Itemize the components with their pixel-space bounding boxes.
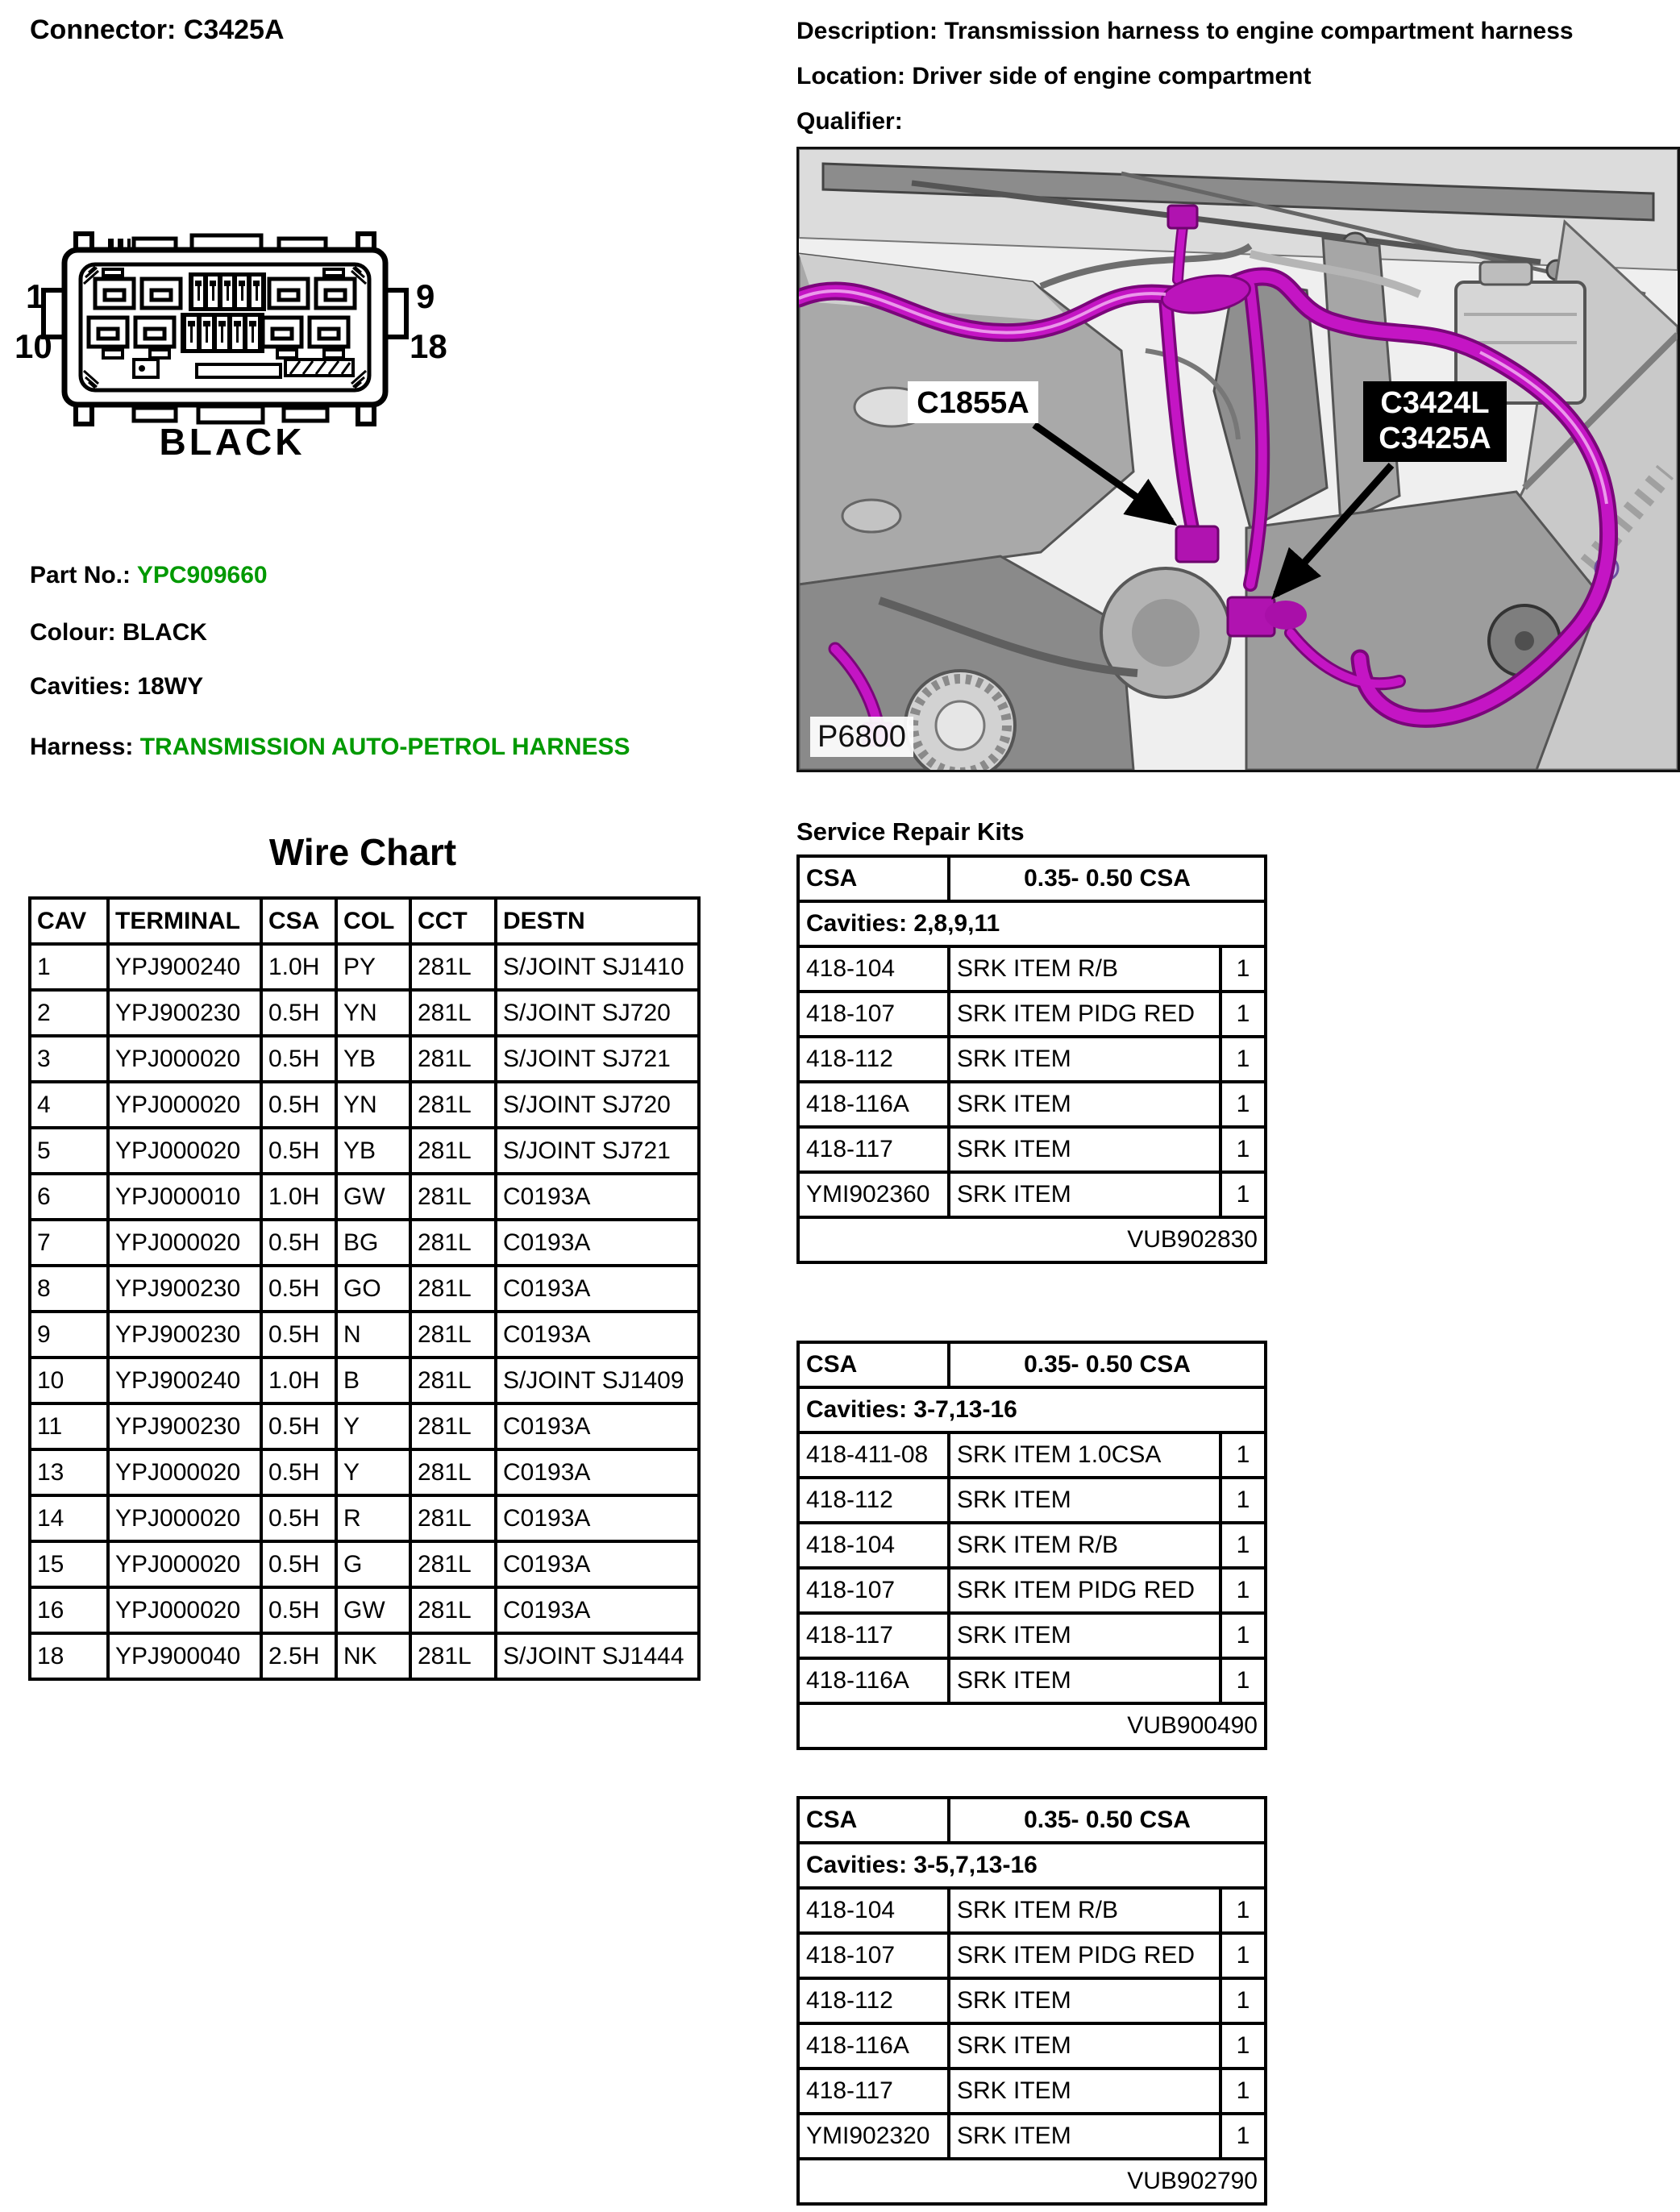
wire-row: [30, 1220, 699, 1266]
item-description-cell: SRK ITEM: [949, 1172, 1220, 1217]
item-description-cell: SRK ITEM PIDG RED: [949, 1933, 1220, 1978]
p6800-label: P6800: [817, 720, 906, 754]
wire-cell-col: G: [336, 1541, 410, 1587]
wire-cell-cct: 281L: [410, 1036, 496, 1082]
wire-cell-cav: 9: [30, 1312, 108, 1358]
srk-item-row: [798, 1933, 1266, 1978]
location-photo: [796, 147, 1680, 772]
srk-kit-number-row: [798, 2159, 1266, 2204]
wire-col-destn: DESTN: [496, 898, 699, 944]
wire-cell-csa: 0.5H: [261, 1449, 336, 1495]
srk-item-row: [798, 2114, 1266, 2159]
wire-cell-destn: C0193A: [496, 1312, 699, 1358]
wire-cell-cct: 281L: [410, 1220, 496, 1266]
cavities-value: 18WY: [137, 673, 204, 700]
wire-cell-terminal: YPJ000020: [108, 1587, 261, 1633]
part-no-value: YPC909660: [136, 562, 268, 588]
wire-cell-cct: 281L: [410, 1495, 496, 1541]
wire-cell-col: YN: [336, 1082, 410, 1128]
cavities-cell: Cavities: 2,8,9,11: [798, 901, 1266, 946]
srk-item-row: [798, 992, 1266, 1037]
srk-kit-number-row: [798, 1217, 1266, 1262]
wire-cell-terminal: YPJ900240: [108, 944, 261, 990]
wire-cell-csa: 1.0H: [261, 1358, 336, 1403]
wire-cell-cav: 18: [30, 1633, 108, 1679]
item-description-cell: SRK ITEM: [949, 1478, 1220, 1523]
srk-header-row: [798, 1798, 1266, 1843]
c3424l-label: C3424L: [1380, 386, 1490, 420]
wire-cell-cav: 15: [30, 1541, 108, 1587]
quantity-cell: 1: [1220, 1613, 1266, 1658]
part-number-cell: 418-117: [798, 1127, 949, 1172]
wire-row: [30, 1174, 699, 1220]
harness-value: TRANSMISSION AUTO-PETROL HARNESS: [139, 734, 630, 760]
srk-table-2: [796, 1341, 1267, 1750]
wire-cell-cct: 281L: [410, 1082, 496, 1128]
wire-cell-col: R: [336, 1495, 410, 1541]
csa-range-cell: 0.35- 0.50 CSA: [949, 1798, 1266, 1843]
wire-cell-cav: 8: [30, 1266, 108, 1312]
wire-cell-cav: 11: [30, 1403, 108, 1449]
pin-number-18: 18: [410, 327, 447, 365]
srk-item-row: [798, 1172, 1266, 1217]
wire-row: [30, 1587, 699, 1633]
wire-cell-terminal: YPJ000020: [108, 1220, 261, 1266]
srk-item-row: [798, 1523, 1266, 1568]
wire-cell-destn: S/JOINT SJ720: [496, 1082, 699, 1128]
pin-number-10: 10: [15, 327, 52, 365]
srk-item-row: [798, 1888, 1266, 1933]
harness-line: [30, 734, 630, 761]
srk-item-row: [798, 1478, 1266, 1523]
wire-cell-destn: S/JOINT SJ720: [496, 990, 699, 1036]
srk-table-3: [796, 1796, 1267, 2206]
wire-chart-table: [28, 896, 701, 1681]
part-number-cell: 418-107: [798, 992, 949, 1037]
wire-cell-cct: 281L: [410, 1541, 496, 1587]
engine-photo-scene: [799, 149, 1678, 770]
quantity-cell: 1: [1220, 1523, 1266, 1568]
wire-cell-col: N: [336, 1312, 410, 1358]
csa-label-cell: CSA: [798, 1798, 949, 1843]
srk-cavities-row: [798, 901, 1266, 946]
wire-cell-destn: C0193A: [496, 1541, 699, 1587]
wire-cell-destn: C0193A: [496, 1266, 699, 1312]
part-number-cell: 418-411-08: [798, 1432, 949, 1478]
wire-cell-destn: S/JOINT SJ1410: [496, 944, 699, 990]
kit-number-cell: VUB902790: [798, 2159, 1266, 2204]
wire-row: [30, 1403, 699, 1449]
part-no-label: Part No.:: [30, 562, 137, 588]
wire-cell-csa: 0.5H: [261, 1587, 336, 1633]
srk-table-1: [796, 854, 1267, 1264]
part-no-line: [30, 562, 268, 589]
srk-header-row: [798, 856, 1266, 901]
part-number-cell: 418-112: [798, 1478, 949, 1523]
wire-cell-destn: S/JOINT SJ1409: [496, 1358, 699, 1403]
wire-cell-cav: 5: [30, 1128, 108, 1174]
wire-cell-terminal: YPJ000020: [108, 1541, 261, 1587]
wire-row: [30, 1266, 699, 1312]
cavities-cell: Cavities: 3-7,13-16: [798, 1387, 1266, 1432]
srk-item-row: [798, 1037, 1266, 1082]
colour-label: Colour:: [30, 619, 123, 646]
wire-row: [30, 1495, 699, 1541]
part-number-cell: 418-112: [798, 1037, 949, 1082]
wire-row: [30, 1082, 699, 1128]
quantity-cell: 1: [1220, 1568, 1266, 1613]
quantity-cell: 1: [1220, 1172, 1266, 1217]
wire-cell-destn: C0193A: [496, 1403, 699, 1449]
wire-cell-col: GW: [336, 1587, 410, 1633]
wire-cell-destn: S/JOINT SJ1444: [496, 1633, 699, 1679]
wire-row: [30, 1036, 699, 1082]
wire-cell-terminal: YPJ900230: [108, 990, 261, 1036]
part-number-cell: 418-116A: [798, 1658, 949, 1703]
quantity-cell: 1: [1220, 1037, 1266, 1082]
item-description-cell: SRK ITEM: [949, 2069, 1220, 2114]
wire-cell-csa: 0.5H: [261, 1266, 336, 1312]
item-description-cell: SRK ITEM: [949, 1978, 1220, 2023]
item-description-cell: SRK ITEM: [949, 1658, 1220, 1703]
csa-range-cell: 0.35- 0.50 CSA: [949, 1342, 1266, 1387]
wire-chart-title: Wire Chart: [268, 831, 457, 873]
part-number-cell: 418-104: [798, 946, 949, 992]
colour-value: BLACK: [122, 619, 207, 646]
item-description-cell: SRK ITEM: [949, 1127, 1220, 1172]
wire-cell-csa: 0.5H: [261, 1220, 336, 1266]
service-repair-kits-heading: Service Repair Kits: [796, 817, 1025, 846]
srk-item-row: [798, 1978, 1266, 2023]
location-line: Location: Driver side of engine compartment: [796, 63, 1312, 89]
wire-cell-destn: C0193A: [496, 1495, 699, 1541]
wire-row: [30, 1128, 699, 1174]
wire-col-cct: CCT: [410, 898, 496, 944]
srk-item-row: [798, 1082, 1266, 1127]
wire-cell-cav: 2: [30, 990, 108, 1036]
wire-cell-cct: 281L: [410, 1403, 496, 1449]
colour-line: [30, 619, 207, 647]
wire-cell-col: NK: [336, 1633, 410, 1679]
wire-cell-cct: 281L: [410, 1587, 496, 1633]
part-number-cell: 418-104: [798, 1523, 949, 1568]
part-number-cell: 418-117: [798, 2069, 949, 2114]
quantity-cell: 1: [1220, 992, 1266, 1037]
item-description-cell: SRK ITEM: [949, 1037, 1220, 1082]
item-description-cell: SRK ITEM PIDG RED: [949, 1568, 1220, 1613]
wire-row: [30, 1633, 699, 1679]
wire-cell-cct: 281L: [410, 1128, 496, 1174]
wire-cell-destn: C0193A: [496, 1220, 699, 1266]
srk-item-row: [798, 1432, 1266, 1478]
item-description-cell: SRK ITEM: [949, 2023, 1220, 2069]
wire-row: [30, 944, 699, 990]
quantity-cell: 1: [1220, 1978, 1266, 2023]
wire-cell-col: GW: [336, 1174, 410, 1220]
quantity-cell: 1: [1220, 2114, 1266, 2159]
item-description-cell: SRK ITEM R/B: [949, 946, 1220, 992]
qualifier-line: Qualifier:: [796, 108, 903, 135]
wire-cell-cav: 14: [30, 1495, 108, 1541]
c3425a-label: C3425A: [1379, 422, 1491, 455]
wire-cell-cav: 7: [30, 1220, 108, 1266]
wire-col-terminal: TERMINAL: [108, 898, 261, 944]
srk-header-row: [798, 1342, 1266, 1387]
part-number-cell: 418-117: [798, 1613, 949, 1658]
c1855a-label: C1855A: [917, 386, 1029, 420]
wire-cell-cct: 281L: [410, 1449, 496, 1495]
cavities-label: Cavities:: [30, 673, 138, 700]
wire-cell-terminal: YPJ000020: [108, 1128, 261, 1174]
kit-number-cell: VUB900490: [798, 1703, 1266, 1748]
wire-cell-destn: C0193A: [496, 1587, 699, 1633]
part-number-cell: YMI902320: [798, 2114, 949, 2159]
wire-row: [30, 1358, 699, 1403]
connector-c1855a-shape: [1176, 526, 1218, 562]
wire-cell-destn: C0193A: [496, 1449, 699, 1495]
wire-cell-cct: 281L: [410, 1174, 496, 1220]
wire-cell-csa: 0.5H: [261, 1082, 336, 1128]
srk-kit-number-row: [798, 1703, 1266, 1748]
wire-cell-col: Y: [336, 1403, 410, 1449]
wire-cell-cav: 4: [30, 1082, 108, 1128]
wire-cell-csa: 1.0H: [261, 944, 336, 990]
wire-cell-csa: 0.5H: [261, 990, 336, 1036]
wire-cell-csa: 0.5H: [261, 1403, 336, 1449]
wire-col-col: COL: [336, 898, 410, 944]
wire-row: [30, 1541, 699, 1587]
wire-cell-terminal: YPJ000020: [108, 1495, 261, 1541]
wire-cell-terminal: YPJ000020: [108, 1082, 261, 1128]
wire-cell-cct: 281L: [410, 1312, 496, 1358]
srk-cavities-row: [798, 1387, 1266, 1432]
wire-row: [30, 1312, 699, 1358]
wire-cell-destn: S/JOINT SJ721: [496, 1128, 699, 1174]
harness-label: Harness:: [30, 734, 140, 760]
part-number-cell: 418-104: [798, 1888, 949, 1933]
srk-item-row: [798, 1568, 1266, 1613]
wire-cell-terminal: YPJ900240: [108, 1358, 261, 1403]
cavities-cell: Cavities: 3-5,7,13-16: [798, 1843, 1266, 1888]
description-line: Description: Transmission harness to engine compartment harness: [796, 18, 1574, 44]
connector-color-label: BLACK: [159, 421, 306, 463]
wire-cell-terminal: YPJ900040: [108, 1633, 261, 1679]
wire-cell-csa: 0.5H: [261, 1128, 336, 1174]
csa-range-cell: 0.35- 0.50 CSA: [949, 856, 1266, 901]
part-number-cell: YMI902360: [798, 1172, 949, 1217]
csa-label-cell: CSA: [798, 856, 949, 901]
wire-cell-cav: 10: [30, 1358, 108, 1403]
srk-item-row: [798, 2023, 1266, 2069]
quantity-cell: 1: [1220, 946, 1266, 992]
wire-row: [30, 990, 699, 1036]
item-description-cell: SRK ITEM R/B: [949, 1523, 1220, 1568]
connector-line-art: [13, 227, 452, 469]
quantity-cell: 1: [1220, 1658, 1266, 1703]
wire-cell-cct: 281L: [410, 944, 496, 990]
wire-cell-col: BG: [336, 1220, 410, 1266]
wire-cell-destn: C0193A: [496, 1174, 699, 1220]
srk-item-row: [798, 1613, 1266, 1658]
csa-label-cell: CSA: [798, 1342, 949, 1387]
item-description-cell: SRK ITEM: [949, 2114, 1220, 2159]
page-title: Connector: C3425A: [30, 15, 285, 45]
quantity-cell: 1: [1220, 1888, 1266, 1933]
wire-cell-col: YB: [336, 1036, 410, 1082]
srk-cavities-row: [798, 1843, 1266, 1888]
wire-cell-terminal: YPJ000010: [108, 1174, 261, 1220]
srk-item-row: [798, 946, 1266, 992]
wire-cell-destn: S/JOINT SJ721: [496, 1036, 699, 1082]
part-number-cell: 418-112: [798, 1978, 949, 2023]
wire-cell-cav: 16: [30, 1587, 108, 1633]
wire-col-cav: CAV: [30, 898, 108, 944]
wire-cell-cav: 1: [30, 944, 108, 990]
item-description-cell: SRK ITEM R/B: [949, 1888, 1220, 1933]
quantity-cell: 1: [1220, 1478, 1266, 1523]
cavities-line: [30, 673, 203, 701]
wire-cell-col: Y: [336, 1449, 410, 1495]
wire-col-csa: CSA: [261, 898, 336, 944]
quantity-cell: 1: [1220, 1933, 1266, 1978]
part-number-cell: 418-107: [798, 1568, 949, 1613]
wire-cell-col: YB: [336, 1128, 410, 1174]
quantity-cell: 1: [1220, 2069, 1266, 2114]
wire-cell-terminal: YPJ000020: [108, 1036, 261, 1082]
wire-cell-csa: 1.0H: [261, 1174, 336, 1220]
pin-number-9: 9: [416, 277, 435, 315]
part-number-cell: 418-107: [798, 1933, 949, 1978]
wire-cell-col: GO: [336, 1266, 410, 1312]
wire-cell-cct: 281L: [410, 990, 496, 1036]
part-number-cell: 418-116A: [798, 1082, 949, 1127]
quantity-cell: 1: [1220, 1127, 1266, 1172]
kit-number-cell: VUB902830: [798, 1217, 1266, 1262]
wire-cell-csa: 0.5H: [261, 1312, 336, 1358]
srk-item-row: [798, 1658, 1266, 1703]
wire-cell-cav: 13: [30, 1449, 108, 1495]
wire-cell-csa: 0.5H: [261, 1541, 336, 1587]
wire-row: [30, 1449, 699, 1495]
wire-cell-cav: 6: [30, 1174, 108, 1220]
item-description-cell: SRK ITEM: [949, 1082, 1220, 1127]
pin-number-1: 1: [26, 277, 45, 315]
part-number-cell: 418-116A: [798, 2023, 949, 2069]
srk-item-row: [798, 1127, 1266, 1172]
wire-chart-header-row: [30, 898, 699, 944]
srk-item-row: [798, 2069, 1266, 2114]
wire-cell-cct: 281L: [410, 1633, 496, 1679]
wire-cell-terminal: YPJ900230: [108, 1403, 261, 1449]
item-description-cell: SRK ITEM PIDG RED: [949, 992, 1220, 1037]
wire-cell-csa: 0.5H: [261, 1495, 336, 1541]
wire-cell-cct: 281L: [410, 1358, 496, 1403]
wire-cell-col: B: [336, 1358, 410, 1403]
wire-cell-cct: 281L: [410, 1266, 496, 1312]
wire-cell-col: PY: [336, 944, 410, 990]
wire-cell-csa: 0.5H: [261, 1036, 336, 1082]
quantity-cell: 1: [1220, 1432, 1266, 1478]
wire-cell-csa: 2.5H: [261, 1633, 336, 1679]
quantity-cell: 1: [1220, 2023, 1266, 2069]
wire-cell-terminal: YPJ000020: [108, 1449, 261, 1495]
wire-cell-cav: 3: [30, 1036, 108, 1082]
quantity-cell: 1: [1220, 1082, 1266, 1127]
wire-cell-terminal: YPJ900230: [108, 1266, 261, 1312]
item-description-cell: SRK ITEM 1.0CSA: [949, 1432, 1220, 1478]
wire-cell-col: YN: [336, 990, 410, 1036]
item-description-cell: SRK ITEM: [949, 1613, 1220, 1658]
wire-cell-terminal: YPJ900230: [108, 1312, 261, 1358]
